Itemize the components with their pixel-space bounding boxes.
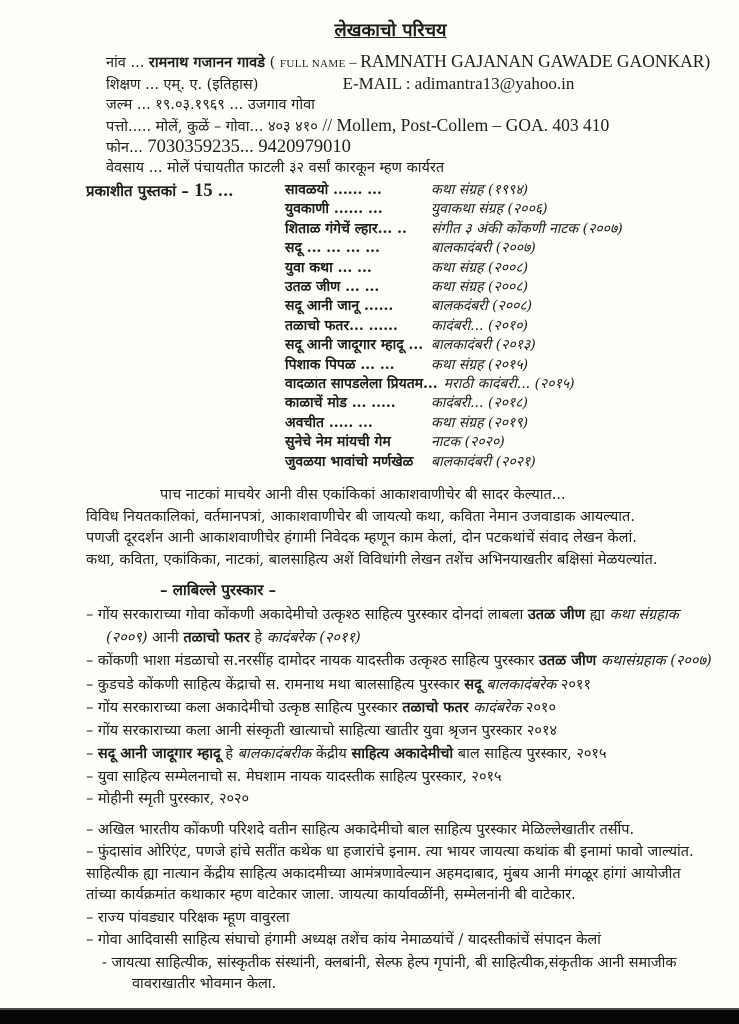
book-row	[285, 414, 715, 433]
note-item: – राज्य पांवड्यार परिक्षक म्हूण वावुरला	[86, 909, 290, 926]
book-title: सावळयो ...... ...	[285, 182, 382, 198]
book-row	[285, 453, 715, 472]
book-title: पिशाक पिपळ ... ...	[285, 356, 395, 373]
book-genre-year: कथा संग्रह (१९९४)	[431, 182, 529, 198]
award-item: – गोंय सरकाराच्या गोवा कोंकणी अकादेमीचो उत्कृश्ठ साहित्य पुरस्कार दोनदां लाबला उतळ जीण ह्या कथा संग्रहाक (२००९) आनी तळाचो फतर हे कादंबरेक (२०११)	[86, 606, 679, 646]
book-title: सदू ... ... ... ...	[285, 240, 380, 257]
book-title: सदू आनी जानू ......	[285, 298, 394, 315]
note-item: - जायत्या साहित्यीक, सांस्कृतीक संस्थांनी, क्लबांनी, सेल्फ हेल्प गृपांनी, बी साहित्यीक,संकृतीक आनी समाजीक वावराखातीर भोवमान केला.	[102, 954, 677, 993]
book-row	[285, 181, 715, 200]
award-item: – युवा साहित्य सम्मेलनाचो स. मेघशाम नायक यादस्तीक साहित्य पुरस्कार, २०१५	[86, 768, 502, 785]
book-genre-year: कथा संग्रह (२००८)	[431, 259, 529, 276]
book-row	[285, 336, 715, 355]
note-item: – अखिल भारतीय कोंकणी परिशदे वतीन साहित्य अकादेमीचो बाल साहित्य पुरस्कार मेळिल्लेखातीर तर्सीप.	[86, 821, 635, 838]
book-row	[285, 356, 715, 375]
book-title: तळाचो फतर... ......	[285, 317, 398, 334]
books-table	[285, 181, 715, 472]
book-genre-year: युवाकथा संग्रह (२००६)	[431, 201, 548, 218]
book-title: वादळात सापडलेला प्रियतम...	[285, 376, 438, 393]
activity-line: पणजी दूरदर्शन आनी आकाशवाणीचेर हंगामी निवेदक म्हणून काम केलां, दोन पटकथांचें संवाद लेखन केलां.	[86, 530, 637, 547]
email-line: E-MAIL : adimantra13@yahoo.in	[342, 74, 575, 93]
note-item: – गोवा आदिवासी साहित्य संघाचो हंगामी अध्यक्ष तशेंच कांय नेमाळयांचें / यादस्तीकांचें संपादन केलां	[86, 932, 601, 949]
book-title: अवचीत ..... ...	[285, 414, 373, 431]
scanner-edge-bar	[0, 1008, 739, 1024]
awards-list	[86, 604, 715, 811]
book-genre-year: बालकदंबरी (२००८)	[431, 298, 533, 315]
book-title: काळाचें मोड ... .....	[285, 395, 396, 412]
book-row	[285, 394, 715, 413]
book-row	[285, 239, 715, 258]
book-genre-year: बालकादंबरी (२००७)	[431, 240, 536, 257]
book-genre-year: कथा संग्रह (२०१५)	[431, 356, 529, 373]
activity-paragraph	[86, 485, 715, 571]
birth-line: जल्म ... १९.०३.१९६९ ... उजगाव गोवा	[106, 97, 315, 113]
occupation-line: वेवसाय ... मोलें पंचायतीत फाटली ३२ वर्सां कारकून म्हण कार्यरत	[106, 160, 445, 176]
book-row	[285, 200, 715, 219]
book-row	[285, 278, 715, 297]
book-row	[285, 317, 715, 336]
book-title: युवा कथा ... ...	[285, 259, 372, 276]
book-row	[285, 375, 715, 394]
book-genre-year: कथा संग्रह (२०१९)	[431, 414, 529, 431]
book-genre-year: बालकादंबरी (२०२१)	[431, 453, 536, 470]
book-genre-year: मराठी कादंबरी... (२०१५)	[443, 376, 575, 393]
notes-list	[86, 820, 715, 996]
page-title: लेखकाचो परिचय	[334, 20, 447, 41]
activity-line: विविध नियतकालिकां, वर्तमानपत्रां, आकाशवाणीचेर बी जायत्यो कथा, कविता नेमान उजवाडाक आयल्यात.	[86, 508, 635, 525]
book-title: उतळ जीण ... ...	[285, 279, 380, 296]
book-title: युवकाणी ...... ...	[285, 201, 383, 218]
book-genre-year: संगीत ३ अंकी कोंकणी नाटक (२००७)	[431, 220, 623, 237]
books-count-heading: प्रकाशीत पुस्तकां – 15 ...	[86, 181, 234, 201]
phone-line: फोन... 7030359235... 9420979010	[106, 137, 351, 157]
award-item: – गोंय सरकाराच्या कला आनी संस्कृती खात्याचो साहित्या खातीर युवा श्रृजन पुरस्कार २०१४	[86, 722, 558, 739]
award-item: – कोंकणी भाशा मंडळाचो स.नरसींह दामोदर नायक यादस्तीक उत्कृश्ठ साहित्य पुरस्कार उतळ जीण कथासंग्रहाक (२००७)	[86, 652, 712, 670]
book-title: शिताळ गंगेचें ल्हार... ..	[285, 220, 407, 237]
author-info-block	[106, 51, 715, 178]
book-genre-year: कादंबरी... (२०१८)	[431, 395, 529, 412]
award-item: – मोहीनी स्मृती पुरस्कार, २०२०	[86, 791, 250, 808]
book-row	[285, 297, 715, 316]
book-title: जुवळया भावांचो मर्णखेळ	[285, 453, 414, 470]
activity-line: पाच नाटकां माचयेर आनी वीस एकांकिकां आकाशवाणीचेर बी सादर केल्यात...	[160, 487, 566, 504]
award-item: – गोंय सरकाराच्या कला अकादेमीचो उत्कृष्ठ साहित्य पुरस्कार तळाचो फतर कादंबरेक २०१०	[86, 699, 557, 717]
book-genre-year: बालकादंबरी (२०१३)	[431, 337, 536, 354]
book-row	[285, 220, 715, 239]
name-line: नांव ... रामनाथ गजानन गावडे ( FULL NAME – RAMNATH GAJANAN GAWADE GAONKAR)	[106, 51, 711, 71]
award-item: – कुडचडे कोंकणी साहित्य केंद्राचो स. रामनाथ मथा बालसाहित्य पुरस्कार सदू बालकादंबरेक २०११	[86, 675, 592, 693]
note-item: – फुंदासांव ओरिएंट, पणजे हांचे सतींत कथेक धा हजारांचे इनाम. त्या भायर जायत्या कथांक बी इनामां फावो जाल्यांत. साहित्यीक ह्या नात्यान केंद्रीय साहित्य अकादमीच्या आमंत्रणावेल्यान अहमदाबाद, मुंबय आनी मंगळूर हांगां आयोजीत तांच्या कार्यक्रमांत कथाकार म्हण वाटेकार जाला. जायत्या कार्यावळींनी, सम्मेलनांनी बी वाटेकार.	[86, 844, 694, 904]
book-title: सदू आनी जादूगार म्हादू ...	[285, 337, 424, 354]
address-line: पत्तो..... मोलें, कुळें – गोवा... ४०३ ४१० // Mollem, Post-Collem – GOA. 403 410	[106, 115, 610, 135]
book-genre-year: कादंबरी... (२०१०)	[431, 317, 529, 334]
book-title: सुनेचे नेम मांयची गेम	[285, 434, 391, 451]
book-genre-year: कथा संग्रह (२००८)	[431, 279, 529, 296]
education-line: शिक्षण ... एम्. ए. (इतिहास)	[106, 77, 259, 93]
activity-line: कथा, कविता, एकांकिका, नाटकां, बालसाहित्य अशें विविधांगी लेखन तशेंच अभिनयाखतीर बक्षिसां मेळयल्यांत.	[86, 551, 658, 568]
book-row	[285, 259, 715, 278]
award-item: – सदू आनी जादूगार म्हादू हे बालकादंबरीक केंद्रीय साहित्य अकादेमीचो बाल साहित्य पुरस्कार, २०१५	[86, 745, 607, 763]
awards-heading: – लाबिल्ले पुरस्कार –	[160, 581, 277, 600]
published-books-section	[86, 181, 715, 472]
book-genre-year: नाटक (२०२०)	[431, 434, 505, 451]
book-row	[285, 433, 715, 452]
education-email-line	[106, 74, 715, 95]
